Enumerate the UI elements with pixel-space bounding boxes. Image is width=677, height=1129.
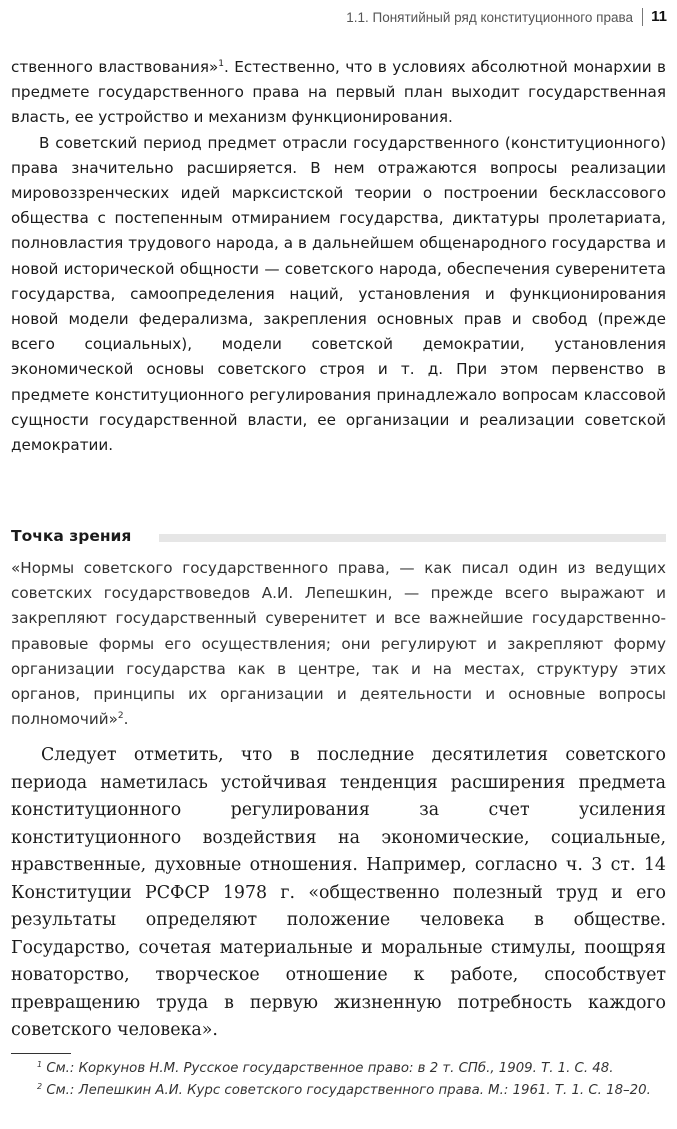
header-divider bbox=[642, 8, 643, 26]
paragraph-2: В советский период предмет отрасли государственного (конституционного) права значительно расширяется. В нем отражаются вопросы реализации мировоззренческих идей марксистской теории о построении бесклассового общества с постепенным отмиранием государства, диктатуры пролетариата, полновластия трудового народа, а в дальнейшем общенародного государства и новой исторической общности — советского народа, обеспечения суверенитета государства, самоопределения наций, установления и функционирования новой модели федерализма, закрепления основных прав и свобод (прежде всего социальных), модели советской демократии, установления экономической основы советского строя и т. д. При этом первенство в предмете конституционного регулирования принадлежало вопросам классовой сущности государственной власти, ее организации и реализации советской демократии. bbox=[11, 133, 666, 455]
footnote-2-text: См.: Лепешкин А.И. Курс советского государственного права. М.: 1961. Т. 1. С. 18–20. bbox=[46, 1082, 651, 1098]
footnote-2 bbox=[11, 1081, 666, 1101]
footnote-mark-1: 1 bbox=[37, 1060, 43, 1069]
serif-paragraph: Следует отметить, что в последние десятилетия советского периода наметилась устойчивая тенденция расширения предмета конституционного регулирования за счет усиления конституционного воздействия на экономические, социальные, нравственные, духовные отношения. Например, согласно ч. 3 ст. 14 Конституции РСФСР 1978 г. «общественно полезный труд и его результаты определяют положение человека в обществе. Государство, сочетая материальные и моральные стимулы, поощряя новаторство, творческое отношение к работе, способствует превращению труда в первую жизненную потребность каждого советского человека». bbox=[11, 745, 666, 1040]
footnote-ref-2[interactable]: 2 bbox=[117, 711, 124, 722]
footnote-rule bbox=[11, 1053, 71, 1054]
heading-bar bbox=[159, 534, 666, 542]
footnote-mark-2: 2 bbox=[37, 1081, 43, 1091]
point-of-view-quote bbox=[11, 556, 666, 732]
footnotes bbox=[11, 1059, 666, 1102]
body-text bbox=[11, 55, 666, 458]
paragraph-1-start: ственного властвования» bbox=[11, 58, 219, 76]
paragraph-1 bbox=[11, 55, 666, 131]
footnote-ref-1[interactable]: 1 bbox=[218, 59, 224, 69]
footnote-1-text: См.: Коркунов Н.М. Русское государственное право: в 2 т. СПб., 1909. Т. 1. С. 48. bbox=[46, 1061, 614, 1076]
point-of-view-heading bbox=[11, 527, 666, 547]
section-title: 1.1. Понятийный ряд конституционного права bbox=[346, 10, 633, 25]
point-of-view-label: Точка зрения bbox=[11, 527, 143, 545]
quote-end: . bbox=[123, 710, 129, 729]
paragraph-1-rest: . Естественно, что в условиях абсолютной монархии в предмете государственного права на первый план выходит государственная власть, ее устройство и механизм функционирования. bbox=[11, 58, 666, 127]
quote-text: «Нормы советского государственного права, — как писал один из ведущих советских государствоведов А.И. Лепешкин, — прежде всего выражают и закрепляют государственный суверенитет и все важнейшие государственно-правовые формы его осуществления; они регулируют и закрепляют форму организации государства как в центре, так и на местах, структуру этих органов, принципы их организации и деятельности и основные вопросы полномочий» bbox=[11, 559, 666, 729]
running-header bbox=[0, 6, 677, 30]
footnote-1 bbox=[11, 1059, 666, 1079]
page-number: 11 bbox=[651, 8, 667, 25]
